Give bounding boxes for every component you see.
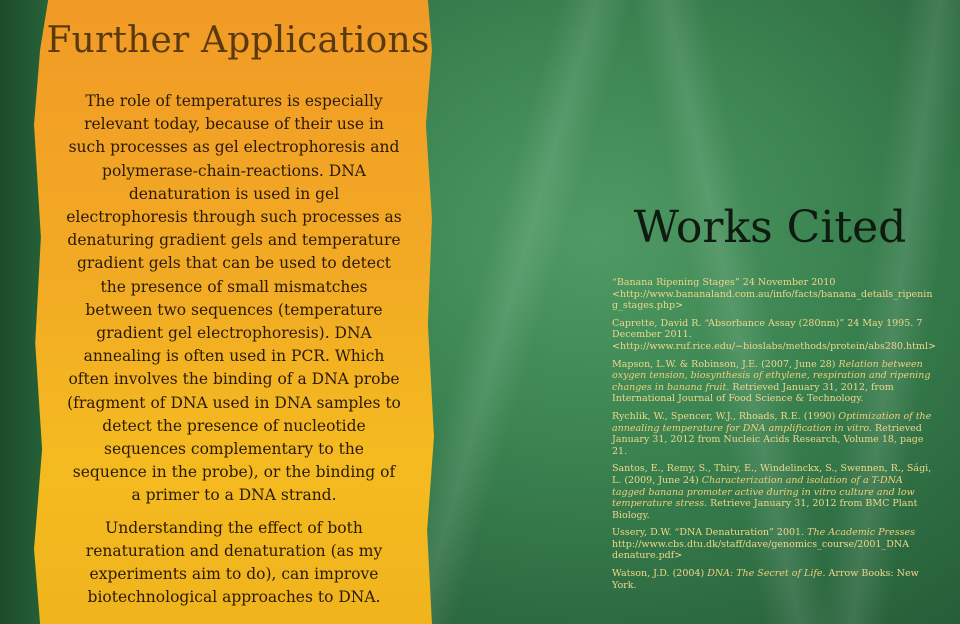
reference-item: Mapson, L.W. & Robinson, J.E. (2007, June 28) Relation between oxygen tension, biosynthesis of ethylene, respiration and ripening changes in banana fruit. Retrieved January 31, 2012, from International Journal of Food Science & Technology. [612, 358, 931, 405]
reference-item: Santos, E., Remy, S., Thiry, E., Windelinckx, S., Swennen, R., Sági, L. (2009, June 24) Characterization and isolation of a T-DNA tagged banana promoter active during in vitro culture and low temperature stress. Retrieve January 31, 2012 from BMC Plant Biology. [612, 463, 932, 521]
further-applications-title: Further Applications [46, 20, 430, 61]
body-paragraph: Understanding the effect of both renaturation and denaturation (as my experiments aim to do), can improve biotechnological approaches to DNA. [85, 518, 383, 607]
reference-item: Caprette, David R. “Absorbance Assay (280nm)” 24 May 1995. 7 December 2011. <http://www.ruf.rice.edu/~bioslabs/methods/protein/abs280.html> [612, 317, 936, 352]
reference-item: “Banana Ripening Stages” 24 November 2010 <http://www.bananaland.com.au/info/facts/banana_details_ripening_stages.php> [612, 277, 933, 312]
works-cited-title: Works Cited [633, 202, 907, 253]
further-applications-body [66, 90, 402, 618]
references-list [612, 277, 936, 597]
reference-item: Rychlik, W., Spencer, W.J., Rhoads, R.E. (1990) Optimization of the annealing temperature for DNA amplification in vitro. Retrieved January 31, 2012 from Nucleic Acids Research, Volume 18, page 21. [612, 410, 932, 457]
body-paragraph: The role of temperatures is especially relevant today, because of their use in such processes as gel electrophoresis and polymerase-chain-reactions. DNA denaturation is used in gel electrophoresis through such processes as denaturing gradient gels and temperature gradient gels that can be used to detect the presence of small mismatches between two sequences (temperature gradient gel electrophoresis). DNA annealing is often used in PCR. Which often involves the binding of a DNA probe (fragment of DNA used in DNA samples to detect the presence of nucleotide sequences complementary to the sequence in the probe), or the binding of a primer to a DNA strand. [66, 92, 402, 505]
reference-item: Watson, J.D. (2004) DNA: The Secret of Life. Arrow Books: New York. [612, 568, 919, 591]
reference-item: Ussery, D.W. “DNA Denaturation” 2001. The Academic Presses http://www.cbs.dtu.dk/staff/dave/genomics_course/2001_DNA denature.pdf> [612, 527, 915, 562]
